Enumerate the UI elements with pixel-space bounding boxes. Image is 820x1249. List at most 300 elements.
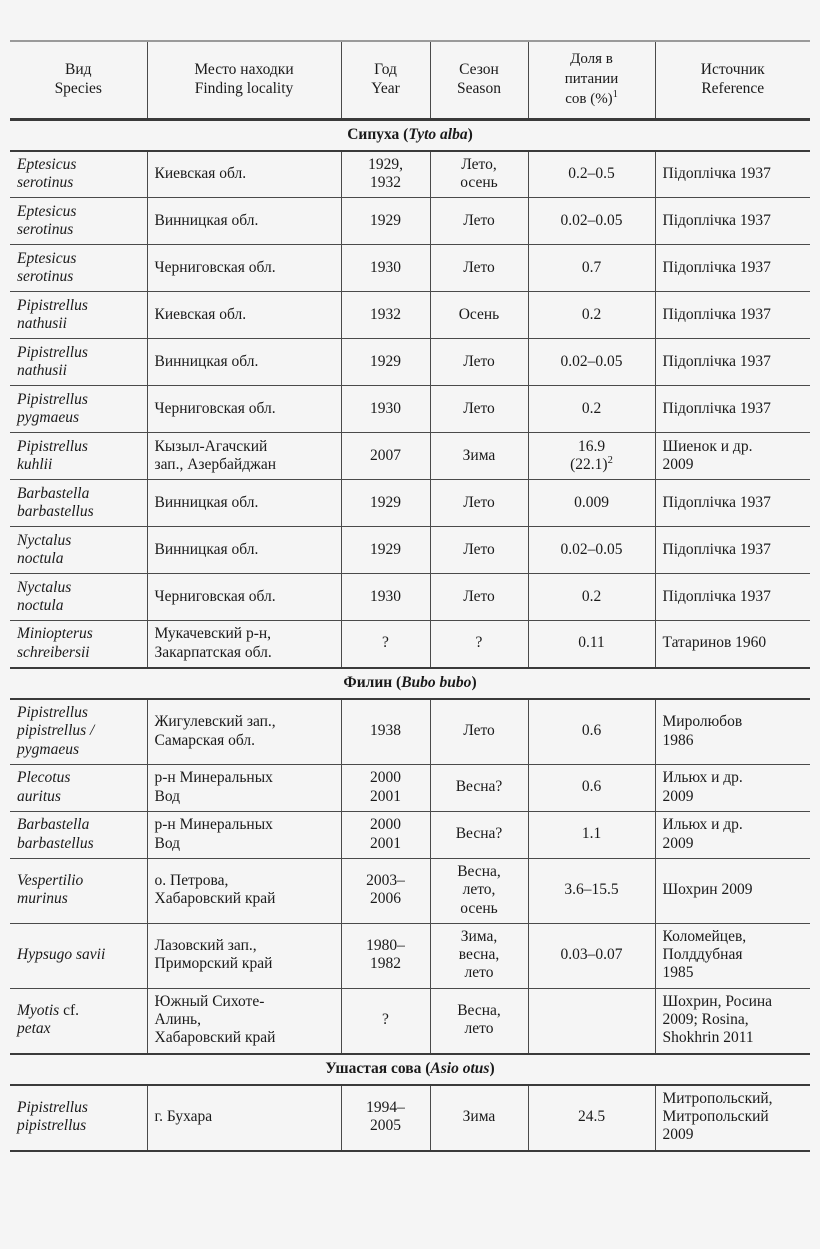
cell-season-line: Лето xyxy=(463,352,495,370)
table-row xyxy=(10,923,810,988)
cell-year xyxy=(341,988,430,1053)
cell-species-line: Vespertilio xyxy=(17,872,84,890)
table-row xyxy=(10,988,810,1053)
cell-species-line: serotinus xyxy=(17,174,74,192)
cell-species-line: murinus xyxy=(17,890,68,908)
cell-species-line: noctula xyxy=(17,549,64,567)
cell-year-line: 2001 xyxy=(370,787,401,805)
header-row xyxy=(10,41,810,119)
cell-locality xyxy=(147,527,341,574)
table-row xyxy=(10,574,810,621)
cell-reference xyxy=(655,574,810,621)
bat-prey-table xyxy=(10,40,810,1152)
cell-locality-line: р-н Минеральных xyxy=(154,816,273,834)
cell-species-line: nathusii xyxy=(17,361,67,379)
cell-share xyxy=(528,339,655,386)
cell-locality-line: Закарпатская обл. xyxy=(154,643,272,661)
cell-year-line: 1982 xyxy=(370,955,401,973)
cell-season-line: Лето xyxy=(463,258,495,276)
cell-species-line: schreibersii xyxy=(17,643,90,661)
cell-locality xyxy=(147,386,341,433)
cell-species-line: Pipistrellus xyxy=(17,296,88,314)
cell-season xyxy=(430,859,528,924)
cell-locality-line: Черниговская обл. xyxy=(154,258,276,276)
cell-share xyxy=(528,386,655,433)
column-header-season xyxy=(430,41,528,119)
cell-season-line: Весна, xyxy=(457,863,501,881)
cell-year-line: 2003– xyxy=(366,872,405,890)
cell-season xyxy=(430,480,528,527)
cell-share xyxy=(528,480,655,527)
cell-reference-line: Shokhrin 2011 xyxy=(662,1029,754,1047)
table-row xyxy=(10,1085,810,1151)
cell-reference xyxy=(655,1085,810,1151)
cell-locality-line: Самарская обл. xyxy=(154,731,255,749)
cell-species-line: Pipistrellus xyxy=(17,390,88,408)
cell-locality-line: Винницкая обл. xyxy=(154,211,259,229)
cell-year-line: 1980– xyxy=(366,937,405,955)
cell-species-line: Eptesicus xyxy=(17,249,77,267)
cell-season xyxy=(430,765,528,812)
cell-share-line: 24.5 xyxy=(577,1108,606,1126)
cell-season xyxy=(430,198,528,245)
cell-species-line: nathusii xyxy=(17,314,67,332)
cell-reference-line: Підоплічка 1937 xyxy=(662,352,771,370)
section-title-paren: ) xyxy=(471,673,477,691)
cell-year-line: 2000 xyxy=(370,816,401,834)
cell-species xyxy=(10,292,147,339)
cell-species xyxy=(10,765,147,812)
cell-locality-line: Кызыл-Агачский xyxy=(154,437,268,455)
cell-reference-line: Підоплічка 1937 xyxy=(662,399,771,417)
cell-locality xyxy=(147,988,341,1053)
cell-reference-line: 2009 xyxy=(662,834,694,852)
cell-season xyxy=(430,923,528,988)
cell-locality-line: Мукачевский р-н, xyxy=(154,625,272,643)
cell-locality-line: Жигулевский зап., xyxy=(154,713,276,731)
cell-share-line: 16.9 xyxy=(577,437,606,455)
cell-year-line: 1930 xyxy=(370,258,401,276)
cell-year-line: 1930 xyxy=(370,399,401,417)
cell-species-line: pygmaeus xyxy=(17,408,79,426)
cell-season-line: ? xyxy=(475,634,483,652)
cell-share xyxy=(528,988,655,1053)
cell-season-line: Лето xyxy=(463,587,495,605)
cell-share-line: 0.02–0.05 xyxy=(560,211,623,229)
cell-locality-line: Приморский край xyxy=(154,955,273,973)
section-title-scientific: Asio otus xyxy=(430,1059,490,1077)
cell-share xyxy=(528,574,655,621)
cell-season xyxy=(430,1085,528,1151)
cell-reference-line: Шиенок и др. xyxy=(662,437,753,455)
cell-season-line: лето, xyxy=(462,881,496,899)
column-header-season-ru: Сезон xyxy=(459,61,499,79)
cell-species-line: pipistrellus / xyxy=(17,722,95,740)
cell-locality xyxy=(147,765,341,812)
cell-species-line: kuhlii xyxy=(17,455,53,473)
table-row xyxy=(10,621,810,668)
section-title-ru: Ушастая сова ( xyxy=(325,1059,431,1077)
cell-share-line: 0.009 xyxy=(574,493,609,511)
cell-locality-line: Вод xyxy=(154,787,181,805)
cell-season xyxy=(430,339,528,386)
cell-species-line: Nyctalus xyxy=(17,531,72,549)
cell-season-line: Лето xyxy=(463,722,495,740)
cell-species-line: Nyctalus xyxy=(17,578,72,596)
cell-season-line: Лето xyxy=(463,399,495,417)
cell-locality xyxy=(147,151,341,198)
cell-year xyxy=(341,386,430,433)
cell-share xyxy=(528,433,655,480)
table-row xyxy=(10,292,810,339)
cell-year xyxy=(341,151,430,198)
cell-reference xyxy=(655,527,810,574)
cell-year-line: 2006 xyxy=(370,890,401,908)
column-header-reference xyxy=(655,41,810,119)
cell-reference-line: 1985 xyxy=(662,964,694,982)
cell-share-line: $(22.1)^2$ xyxy=(570,454,613,473)
table-header xyxy=(10,41,810,119)
cell-share xyxy=(528,245,655,292)
table-body xyxy=(10,119,810,1151)
cell-reference-line: Шохрин, Росина xyxy=(662,992,773,1010)
cell-locality-line: Южный Сихоте- xyxy=(154,992,265,1010)
cell-share-line: 0.2 xyxy=(581,587,602,605)
column-header-share-line3-text: сов (%) xyxy=(565,90,613,107)
table-row xyxy=(10,245,810,292)
cell-share xyxy=(528,1085,655,1151)
cell-reference-line: Миролюбов xyxy=(662,713,743,731)
cell-reference-line: 2009 xyxy=(662,787,694,805)
section-title-paren: ) xyxy=(467,125,473,143)
cell-share xyxy=(528,812,655,859)
cell-season xyxy=(430,812,528,859)
cell-season-line: Лето xyxy=(463,211,495,229)
cell-locality xyxy=(147,812,341,859)
cell-year-line: ? xyxy=(382,1011,389,1028)
cell-season xyxy=(430,433,528,480)
cell-reference-line: Підоплічка 1937 xyxy=(662,211,771,229)
cell-locality xyxy=(147,480,341,527)
cell-season-line: лето xyxy=(464,964,494,982)
cell-reference-line: 2009 xyxy=(662,455,694,473)
cell-locality-line: о. Петрова, xyxy=(154,872,229,890)
cell-species xyxy=(10,151,147,198)
cell-season-line: весна, xyxy=(458,946,500,964)
cell-species-line: Barbastella xyxy=(17,484,90,502)
cell-reference-line: Ильюх и др. xyxy=(662,816,743,834)
cell-species xyxy=(10,480,147,527)
cell-species xyxy=(10,574,147,621)
cell-share-line: 0.02–0.05 xyxy=(560,352,623,370)
cell-share-line: 0.6 xyxy=(581,722,602,740)
cell-reference xyxy=(655,812,810,859)
cell-season-line: лето xyxy=(464,1020,494,1038)
cell-share-line: 0.2 xyxy=(581,399,602,417)
column-header-share-line1: Доля в xyxy=(570,51,613,68)
cell-species xyxy=(10,245,147,292)
cell-season-line: Лето xyxy=(463,493,495,511)
cell-species xyxy=(10,527,147,574)
cell-season xyxy=(430,386,528,433)
column-header-locality-en: Finding locality xyxy=(194,79,294,97)
cell-year xyxy=(341,339,430,386)
cell-species xyxy=(10,198,147,245)
cell-reference-line: Митропольский, xyxy=(662,1089,773,1107)
cell-locality xyxy=(147,433,341,480)
cell-locality-line: Хабаровский край xyxy=(154,1029,276,1047)
column-header-species xyxy=(10,41,147,119)
section-title-scientific: Bubo bubo xyxy=(401,673,472,691)
cell-year xyxy=(341,699,430,764)
cell-locality xyxy=(147,339,341,386)
cell-share-line: 1.1 xyxy=(581,825,602,843)
cell-locality xyxy=(147,1085,341,1151)
cell-share-line: 0.2–0.5 xyxy=(568,164,615,182)
cell-season-line: Зима xyxy=(462,446,496,464)
cell-locality-line: Киевская обл. xyxy=(154,305,247,323)
column-header-reference-ru: Источник xyxy=(700,61,765,79)
cell-locality xyxy=(147,621,341,668)
cell-season-line: Лето, xyxy=(461,155,497,173)
cell-reference-line: Татаринов 1960 xyxy=(662,634,767,652)
species-qualifier: cf. xyxy=(59,1001,79,1019)
cell-locality-line: зап., Азербайджан xyxy=(154,455,276,473)
cell-reference-line: Коломейцев, xyxy=(662,927,747,945)
cell-locality-line: Черниговская обл. xyxy=(154,587,276,605)
cell-reference xyxy=(655,198,810,245)
cell-share-line: 0.11 xyxy=(578,634,605,652)
cell-species xyxy=(10,386,147,433)
column-header-year-ru: Год xyxy=(374,61,397,79)
cell-year xyxy=(341,198,430,245)
cell-share xyxy=(528,699,655,764)
cell-species-line: petax xyxy=(17,1020,51,1038)
section-title-row xyxy=(10,119,810,151)
cell-season-line: осень xyxy=(460,899,498,917)
table-row xyxy=(10,859,810,924)
column-header-season-en: Season xyxy=(457,79,501,97)
cell-reference-line: Підоплічка 1937 xyxy=(662,258,771,276)
footnote-marker-1: 1 xyxy=(612,88,618,100)
cell-species xyxy=(10,812,147,859)
cell-year-line: 1930 xyxy=(370,587,401,605)
cell-locality xyxy=(147,292,341,339)
cell-year xyxy=(341,812,430,859)
cell-year-line: 1929, xyxy=(368,155,403,173)
cell-species xyxy=(10,923,147,988)
section-title xyxy=(10,1054,810,1085)
cell-locality xyxy=(147,923,341,988)
cell-reference-line: Підоплічка 1937 xyxy=(662,493,771,511)
cell-year-line: 1929 xyxy=(370,540,401,558)
cell-year-line: 2000 xyxy=(370,769,401,787)
cell-share xyxy=(528,859,655,924)
table-row xyxy=(10,433,810,480)
column-header-year xyxy=(341,41,430,119)
column-header-share-line3 xyxy=(535,90,649,110)
column-header-species-en: Species xyxy=(54,79,102,97)
cell-reference xyxy=(655,480,810,527)
cell-share xyxy=(528,765,655,812)
column-header-share-line2: питании xyxy=(564,70,619,87)
column-header-locality-ru: Место находки xyxy=(194,61,294,79)
cell-species-line: Pipistrellus xyxy=(17,437,88,455)
cell-season xyxy=(430,151,528,198)
cell-locality-line: р-н Минеральных xyxy=(154,769,273,787)
cell-year xyxy=(341,1085,430,1151)
cell-year xyxy=(341,292,430,339)
column-header-species-ru: Вид xyxy=(64,61,92,79)
cell-locality-line: Лазовский зап., xyxy=(154,937,257,955)
cell-species-line: Eptesicus xyxy=(17,155,77,173)
cell-reference-line: Підоплічка 1937 xyxy=(662,164,771,182)
table-row xyxy=(10,480,810,527)
cell-reference-line: 1986 xyxy=(662,731,694,749)
table-row xyxy=(10,386,810,433)
cell-year-line: 2005 xyxy=(370,1117,401,1135)
section-title xyxy=(10,119,810,151)
table-row xyxy=(10,151,810,198)
column-header-share xyxy=(528,41,655,119)
cell-locality-line: Черниговская обл. xyxy=(154,399,276,417)
cell-reference-line: 2009 xyxy=(662,1126,694,1144)
cell-species-line: serotinus xyxy=(17,220,74,238)
cell-species-line: Pipistrellus xyxy=(17,1098,88,1116)
column-header-year-en: Year xyxy=(371,79,400,97)
cell-species-line: Myotis cf. xyxy=(17,1001,79,1019)
cell-year xyxy=(341,245,430,292)
table-row xyxy=(10,812,810,859)
cell-year xyxy=(341,574,430,621)
cell-year xyxy=(341,859,430,924)
cell-species-line: Miniopterus xyxy=(17,625,93,643)
cell-locality-line: Вод xyxy=(154,834,181,852)
cell-species xyxy=(10,859,147,924)
section-title-row xyxy=(10,1054,810,1085)
cell-year xyxy=(341,765,430,812)
cell-reference xyxy=(655,621,810,668)
cell-year xyxy=(341,923,430,988)
cell-year-line: 1932 xyxy=(370,174,401,192)
cell-species-line: Pipistrellus xyxy=(17,343,88,361)
cell-species-line: barbastellus xyxy=(17,502,94,520)
cell-season-line: Зима xyxy=(462,1108,496,1126)
cell-season xyxy=(430,245,528,292)
cell-year-line: 1929 xyxy=(370,493,401,511)
cell-species-line: pipistrellus xyxy=(17,1117,87,1135)
cell-reference-line: Митропольский xyxy=(662,1108,769,1126)
cell-species-line: auritus xyxy=(17,787,61,805)
section-title-scientific: Tyto alba xyxy=(408,125,468,143)
cell-reference-line: Підоплічка 1937 xyxy=(662,305,771,323)
cell-species-line: serotinus xyxy=(17,267,74,285)
section-title-ru: Сипуха ( xyxy=(347,125,409,143)
cell-species-line: Eptesicus xyxy=(17,202,77,220)
cell-species-line: Plecotus xyxy=(17,769,71,787)
cell-locality-line: Алинь, xyxy=(154,1011,201,1028)
cell-season xyxy=(430,988,528,1053)
cell-locality xyxy=(147,574,341,621)
cell-locality xyxy=(147,245,341,292)
cell-share-line: 0.02–0.05 xyxy=(560,540,623,558)
cell-locality-line: Винницкая обл. xyxy=(154,493,259,511)
cell-season-line: Весна? xyxy=(455,778,503,796)
cell-reference-line: Підоплічка 1937 xyxy=(662,540,771,558)
cell-season-line: Лето xyxy=(463,540,495,558)
cell-species-line: Barbastella xyxy=(17,816,90,834)
cell-locality-line: г. Бухара xyxy=(154,1108,213,1126)
cell-reference-line: 2009; Rosina, xyxy=(662,1011,749,1028)
cell-season xyxy=(430,292,528,339)
cell-reference-line: Шохрин 2009 xyxy=(662,881,753,899)
cell-year-line: 1929 xyxy=(370,211,401,229)
cell-year xyxy=(341,433,430,480)
cell-reference-line: Полддубная xyxy=(662,946,743,964)
cell-year xyxy=(341,621,430,668)
cell-locality-line: Винницкая обл. xyxy=(154,540,259,558)
cell-share-line: 0.7 xyxy=(581,258,602,276)
cell-reference-line: Підоплічка 1937 xyxy=(662,587,771,605)
cell-season xyxy=(430,527,528,574)
cell-reference xyxy=(655,245,810,292)
cell-year xyxy=(341,527,430,574)
cell-reference xyxy=(655,699,810,764)
cell-share xyxy=(528,527,655,574)
table-row xyxy=(10,198,810,245)
cell-locality xyxy=(147,699,341,764)
cell-reference xyxy=(655,988,810,1053)
cell-year-line: 1932 xyxy=(370,305,401,323)
cell-reference-line: Ильюх и др. xyxy=(662,769,743,787)
cell-season-line: Осень xyxy=(458,305,500,323)
cell-locality xyxy=(147,198,341,245)
cell-year-line: 1929 xyxy=(370,352,401,370)
cell-species-line: pygmaeus xyxy=(17,740,79,758)
cell-share-line: 0.6 xyxy=(581,778,602,796)
cell-species-line: Pipistrellus xyxy=(17,704,88,722)
cell-year-line: 1938 xyxy=(370,722,401,740)
cell-year-line: ? xyxy=(382,634,389,652)
cell-share-line: 0.2 xyxy=(581,305,602,323)
cell-reference xyxy=(655,339,810,386)
cell-species-line: barbastellus xyxy=(17,834,94,852)
cell-year xyxy=(341,480,430,527)
cell-season-line: осень xyxy=(460,174,498,192)
cell-locality-line: Киевская обл. xyxy=(154,164,247,182)
cell-species-line: Hypsugo savii xyxy=(17,946,106,964)
cell-year-line: 2001 xyxy=(370,834,401,852)
table-row xyxy=(10,699,810,764)
cell-species xyxy=(10,988,147,1053)
cell-species xyxy=(10,433,147,480)
cell-locality-line: Хабаровский край xyxy=(154,890,276,908)
cell-share-line: 0.03–0.07 xyxy=(560,946,623,964)
cell-share xyxy=(528,923,655,988)
cell-share xyxy=(528,198,655,245)
column-header-reference-en: Reference xyxy=(701,79,765,97)
cell-locality-line: Винницкая обл. xyxy=(154,352,259,370)
cell-year-line: 2007 xyxy=(370,446,401,464)
section-title xyxy=(10,668,810,699)
table-row xyxy=(10,527,810,574)
cell-reference xyxy=(655,386,810,433)
cell-reference xyxy=(655,859,810,924)
cell-reference xyxy=(655,292,810,339)
cell-reference xyxy=(655,433,810,480)
cell-season xyxy=(430,574,528,621)
table-row xyxy=(10,339,810,386)
